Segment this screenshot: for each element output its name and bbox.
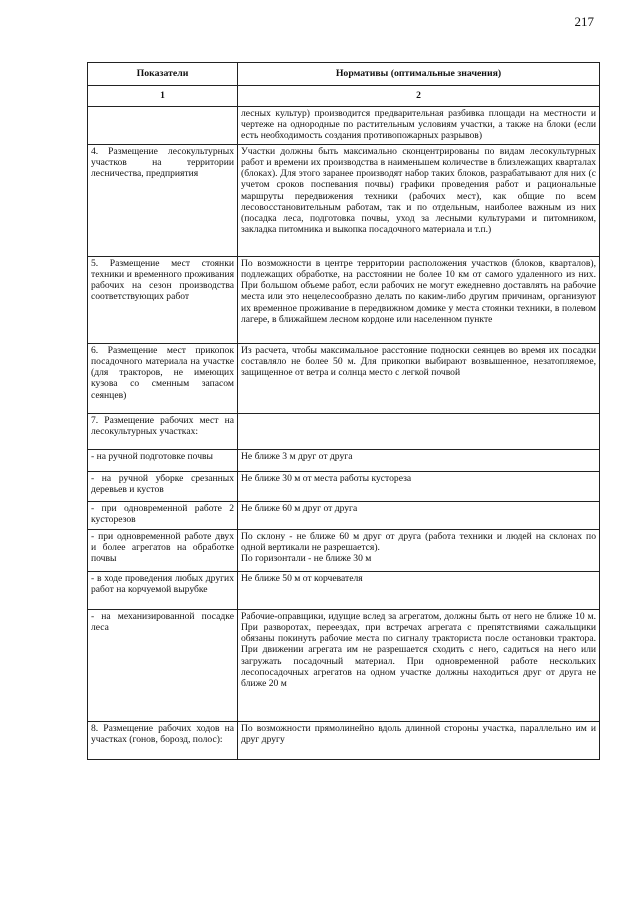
norm-cell — [238, 414, 600, 450]
table-row — [88, 257, 600, 344]
norm-cell — [238, 145, 600, 257]
column-number-row — [88, 86, 600, 107]
norm-text: лесных культур) производится предварительная разбивка площади на местности и чертеже на однородные по растительным условиям участки, а также на блоки (если есть необходимость создания противопожарных разрывов) — [241, 108, 596, 142]
indicator-cell: - в ходе проведения любых других работ на корчуемой вырубке — [88, 572, 238, 610]
table-row — [88, 414, 600, 450]
norm-text: Рабочие-оправщики, идущие вслед за агрегатом, должны быть от него не ближе 10 м. При разворотах, переездах, при встречах агрегата с препятствиями сажальщики обязаны покинуть рабочие места по сигналу тракториста после остановки трактора. При движении агрегата им не разрешается сходить с него, садиться на него или загружать посадочный материал. При одновременной работе нескольких лесопосадочных агрегатов на одном участке должны находиться друг от друга не ближе 20 м — [241, 611, 596, 689]
norm-text: По горизонтали - не ближе 30 м — [241, 553, 372, 565]
norm-cell — [238, 107, 600, 145]
table-row — [88, 107, 600, 145]
indicator-cell: 5. Размещение мест стоянки техники и временного проживания рабочих на сезон производства соответствующих работ — [88, 257, 238, 344]
table-row — [88, 472, 600, 502]
norms-table — [87, 62, 600, 760]
table-row — [88, 610, 600, 722]
norm-text: Не ближе 60 м друг от друга — [241, 503, 358, 514]
table-row — [88, 344, 600, 414]
norm-cell — [238, 610, 600, 722]
norm-text: Из расчета, чтобы максимальное расстояние подноски сеянцев во время их посадки составляло не более 50 м. Для прикопки выбирают возвышенное, незатопляемое, защищенное от ветра и солнца место с легкой почвой — [241, 345, 596, 379]
table-body — [88, 86, 600, 760]
norm-text: По возможности прямолинейно вдоль длинной стороны участка, параллельно им и друг другу — [241, 723, 596, 746]
norm-text: По склону - не ближе 60 м друг от друга (работа техники и людей на склонах по одной вертикали не разрешается). — [241, 531, 596, 554]
norm-cell — [238, 572, 600, 610]
page-number: 217 — [574, 14, 594, 29]
table-header-row — [88, 63, 600, 86]
table-row — [88, 722, 600, 760]
indicator-cell: 8. Размещение рабочих ходов на участках (гонов, борозд, полос): — [88, 722, 238, 760]
norm-cell — [238, 530, 600, 572]
table-row — [88, 502, 600, 530]
indicator-cell: - при одновременной работе 2 кусторезов — [88, 502, 238, 530]
indicator-cell: 6. Размещение мест прикопок посадочного материала на участке (для тракторов, не имеющих кузова со сменным запасом сеянцев) — [88, 344, 238, 414]
norm-cell — [238, 472, 600, 502]
indicator-cell: 4. Размещение лесокультурных участков на территории лесничества, предприятия — [88, 145, 238, 257]
column-header-norms: Нормативы (оптимальные значения) — [238, 63, 600, 86]
norm-text: Участки должны быть максимально сконцентрированы по видам лесокультурных работ и времени их производства в наименьшем количестве в близлежащих кварталах (блоках). Для этого заранее производят набор таких блоков, разрабатывают для них (с учетом сроков поспевания почвы) графики проведения работ и рациональные маршруты передвижения техники (рабочих мест), как общие по всем лесовосстановительным работам, так и по отдельным, наиболее важным из них (посадка леса, подготовка почвы, уход за лесными культурами и питомником, закладка питомника и выкопка посадочного материала и т.п.) — [241, 146, 596, 235]
column-number-2: 2 — [238, 86, 600, 107]
norm-text: Не ближе 50 м от корчевателя — [241, 573, 363, 584]
norm-cell — [238, 502, 600, 530]
table-row — [88, 145, 600, 257]
indicator-cell: - при одновременной работе двух и более агрегатов на обработке почвы — [88, 530, 238, 572]
norm-text: Не ближе 3 м друг от друга — [241, 451, 353, 462]
norm-text: По возможности в центре территории расположения участков (блоков, кварталов), подлежащих обработке, на расстоянии не более 10 км от самого удаленного из них. При большом объеме работ, если рабочих не могут ежедневно доставлять на рабочие места или это нецелесообразно делать по каким-либо другим причинам, организуют их временное проживание в передвижном домике у места стоянки техники, в полевом лагере, в ближайшем лесном кордоне или населенном пункте — [241, 258, 596, 325]
norm-cell — [238, 450, 600, 472]
norm-cell — [238, 344, 600, 414]
table-row — [88, 530, 600, 572]
indicator-cell — [88, 107, 238, 145]
norm-cell — [238, 722, 600, 760]
indicator-cell: - на ручной подготовке почвы — [88, 450, 238, 472]
column-header-indicators: Показатели — [88, 63, 238, 86]
indicator-cell: 7. Размещение рабочих мест на лесокультурных участках: — [88, 414, 238, 450]
table-row — [88, 572, 600, 610]
column-number-1: 1 — [88, 86, 238, 107]
indicator-cell: - на механизированной посадке леса — [88, 610, 238, 722]
table-row — [88, 450, 600, 472]
norm-cell — [238, 257, 600, 344]
indicator-cell: - на ручной уборке срезанных деревьев и кустов — [88, 472, 238, 502]
norm-text: Не ближе 30 м от места работы кустореза — [241, 473, 412, 484]
